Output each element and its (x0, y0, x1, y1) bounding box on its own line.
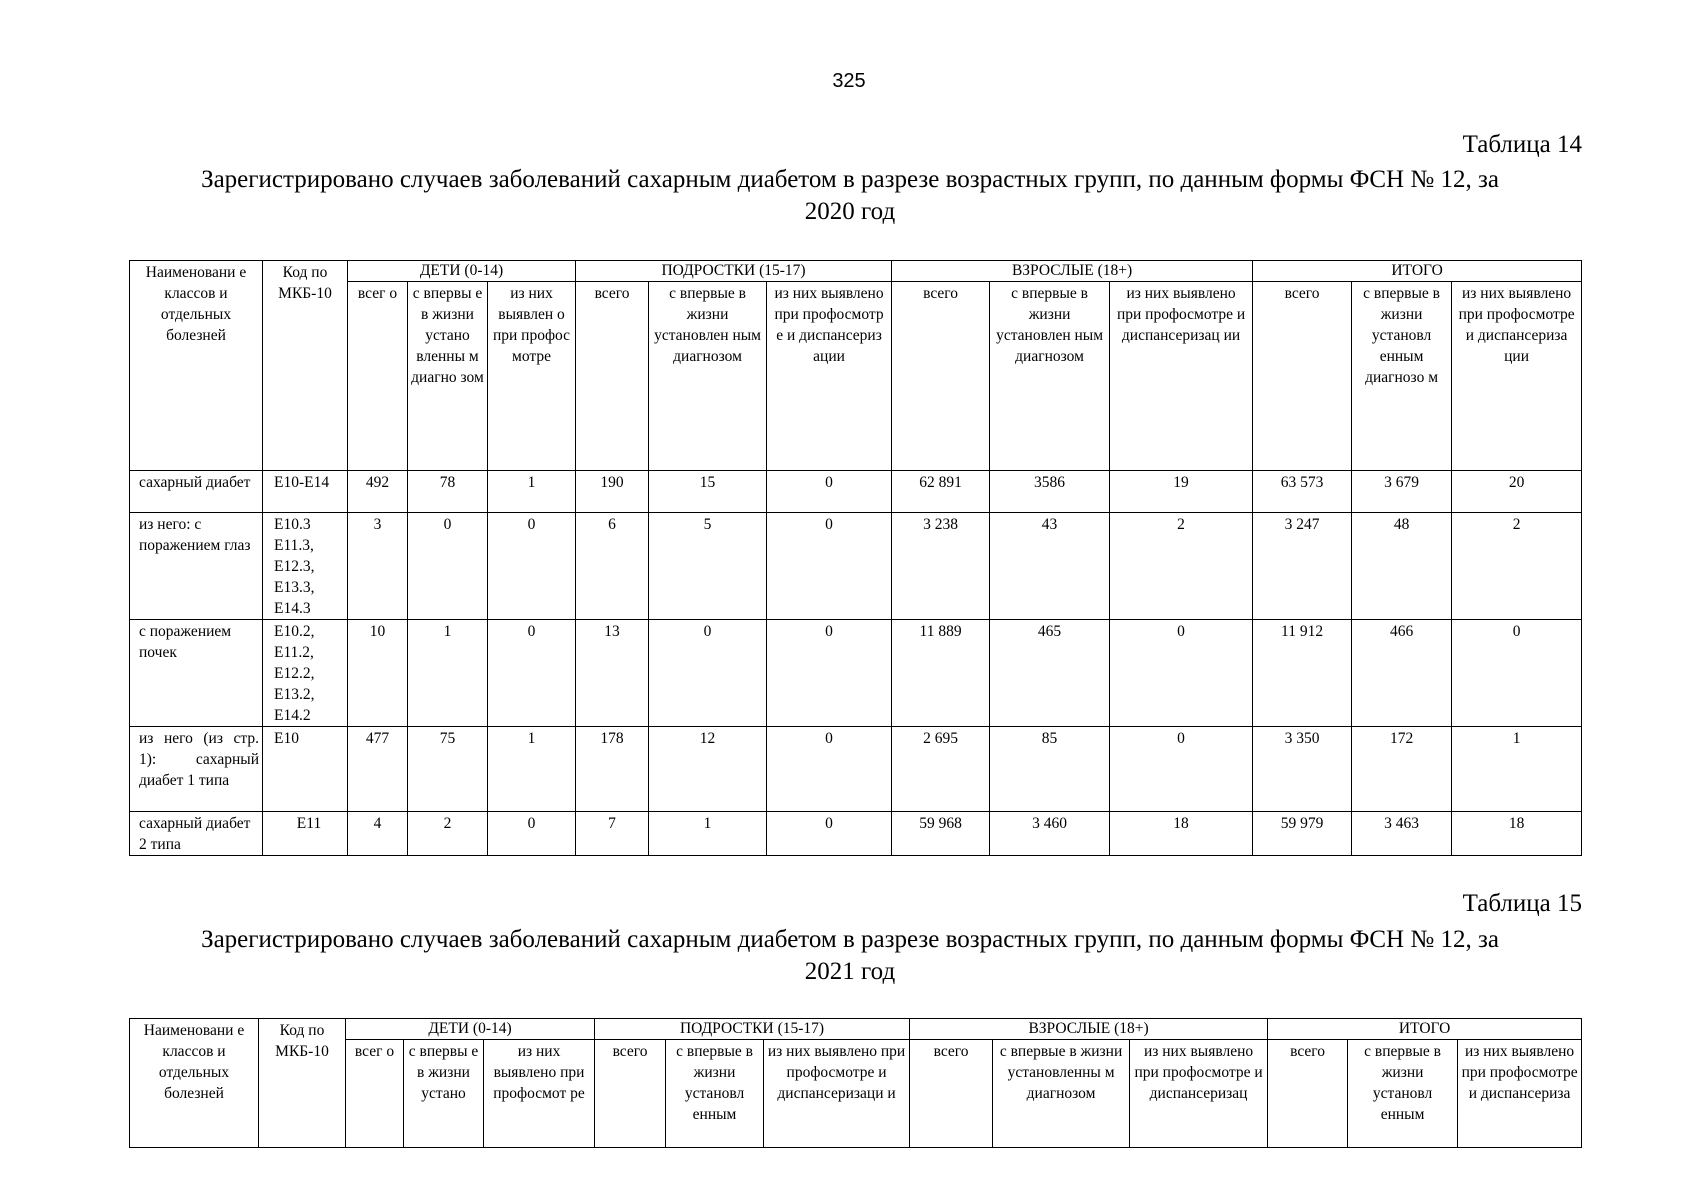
subheader: с впервые в жизни установлен ным диагнозом (990, 282, 1110, 471)
cell: 2 (408, 812, 488, 856)
cell: 3 (348, 513, 408, 620)
cell: 465 (990, 620, 1110, 727)
cell: 85 (990, 727, 1110, 812)
subheader: с впервы е в жизни устано вленны м диагно зом (408, 282, 488, 471)
table-15-title: Зарегистрировано случаев заболеваний сахарным диабетом в разрезе возрастных групп, по данным формы ФСН № 12, за 2021 год (201, 926, 1499, 985)
table-row (130, 620, 1582, 727)
subheader: всего (892, 282, 990, 471)
cell: 0 (649, 620, 767, 727)
cell: 1 (1452, 727, 1582, 812)
cell: 3 460 (990, 812, 1110, 856)
cell: 4 (348, 812, 408, 856)
subheader: всег о (348, 282, 408, 471)
subheader: из них выявлено при профосмотр е и диспансериз ации (767, 282, 892, 471)
subheader: всего (1268, 1040, 1348, 1148)
cell: 3 463 (1352, 812, 1452, 856)
cell: 59 979 (1253, 812, 1352, 856)
cell: 11 889 (892, 620, 990, 727)
cell: 62 891 (892, 471, 990, 513)
table-row (130, 513, 1582, 620)
cell: 0 (1452, 620, 1582, 727)
subheader: всего (595, 1040, 666, 1148)
cell: 15 (649, 471, 767, 513)
subheader: с впервые в жизни установл енным диагнозо м (1352, 282, 1452, 471)
cell: 59 968 (892, 812, 990, 856)
cell: 3586 (990, 471, 1110, 513)
cell: 0 (408, 513, 488, 620)
cell: 7 (576, 812, 649, 856)
subheader: из них выявлено при профосмотре и диспансериза (1458, 1040, 1582, 1148)
cell: 2 695 (892, 727, 990, 812)
row-code: E10 (263, 727, 348, 812)
table-15 (129, 1018, 1582, 1148)
subheader: из них выявлен о при профос мотре (488, 282, 576, 471)
subheader: с впервые в жизни установлен ным диагнозом (649, 282, 767, 471)
cell: 3 350 (1253, 727, 1352, 812)
cell: 1 (649, 812, 767, 856)
subheader: с впервые в жизни установленны м диагнозом (993, 1040, 1130, 1148)
table-14-label: Таблица 14 (1462, 131, 1582, 158)
cell: 477 (348, 727, 408, 812)
row-code: E10.2, E11.2, E12.2, E13.2, E14.2 (263, 620, 348, 727)
header-code: Код по МКБ-10 (263, 261, 348, 471)
row-code: E10.3 E11.3, E12.3, E13.3, E14.3 (263, 513, 348, 620)
cell: 0 (488, 513, 576, 620)
cell: 48 (1352, 513, 1452, 620)
cell: 18 (1110, 812, 1253, 856)
subheader: из них выявлено при профосмотре и диспансеризац (1130, 1040, 1268, 1148)
cell: 5 (649, 513, 767, 620)
row-name: с поражением почек (130, 620, 263, 727)
cell: 78 (408, 471, 488, 513)
table-row (130, 812, 1582, 856)
cell: 19 (1110, 471, 1253, 513)
cell: 75 (408, 727, 488, 812)
cell: 18 (1452, 812, 1582, 856)
cell: 13 (576, 620, 649, 727)
cell: 0 (1110, 620, 1253, 727)
cell: 1 (408, 620, 488, 727)
cell: 20 (1452, 471, 1582, 513)
row-code: E10-E14 (263, 471, 348, 513)
group-adults: ВЗРОСЛЫЕ (18+) (892, 261, 1253, 282)
cell: 10 (348, 620, 408, 727)
table-row (130, 471, 1582, 513)
subheader: из них выявлено при профосмот ре (484, 1040, 595, 1148)
group-total: ИТОГО (1268, 1019, 1582, 1040)
table-14 (129, 260, 1582, 856)
table-row (130, 727, 1582, 812)
cell: 1 (488, 471, 576, 513)
subheader: всего (910, 1040, 993, 1148)
header-name: Наименовани е классов и отдельных болезней (130, 261, 263, 471)
group-children: ДЕТИ (0-14) (348, 261, 576, 282)
cell: 0 (767, 513, 892, 620)
row-name: из него: с поражением глаз (130, 513, 263, 620)
subheader: с впервые в жизни установл енным (1348, 1040, 1458, 1148)
row-name: сахарный диабет (130, 471, 263, 513)
subheader: с впервы е в жизни устано (404, 1040, 484, 1148)
cell: 43 (990, 513, 1110, 620)
group-total: ИТОГО (1253, 261, 1582, 282)
subheader: из них выявлено при профосмотре и диспансериза ции (1452, 282, 1582, 471)
cell: 0 (1110, 727, 1253, 812)
cell: 3 679 (1352, 471, 1452, 513)
cell: 190 (576, 471, 649, 513)
page-number: 325 (832, 70, 866, 92)
subheader: всего (576, 282, 649, 471)
subheader: из них выявлено при профосмотре и диспансеризац ии (1110, 282, 1253, 471)
cell: 3 247 (1253, 513, 1352, 620)
cell: 12 (649, 727, 767, 812)
cell: 466 (1352, 620, 1452, 727)
cell: 0 (488, 812, 576, 856)
cell: 492 (348, 471, 408, 513)
subheader: всег о (346, 1040, 404, 1148)
cell: 0 (767, 620, 892, 727)
table-14-title: Зарегистрировано случаев заболеваний сахарным диабетом в разрезе возрастных групп, по данным формы ФСН № 12, за 2020 год (201, 166, 1499, 225)
subheader: из них выявлено при профосмотре и диспансеризаци и (764, 1040, 910, 1148)
cell: 1 (488, 727, 576, 812)
subheader: с впервые в жизни установл енным (666, 1040, 764, 1148)
cell: 0 (767, 471, 892, 513)
table-15-label: Таблица 15 (1462, 890, 1582, 917)
cell: 11 912 (1253, 620, 1352, 727)
group-adults: ВЗРОСЛЫЕ (18+) (910, 1019, 1268, 1040)
row-code: E11 (263, 812, 348, 856)
row-name: сахарный диабет 2 типа (130, 812, 263, 856)
cell: 3 238 (892, 513, 990, 620)
cell: 2 (1110, 513, 1253, 620)
cell: 178 (576, 727, 649, 812)
cell: 63 573 (1253, 471, 1352, 513)
cell: 172 (1352, 727, 1452, 812)
cell: 0 (488, 620, 576, 727)
subheader: всего (1253, 282, 1352, 471)
group-children: ДЕТИ (0-14) (346, 1019, 595, 1040)
cell: 0 (767, 727, 892, 812)
group-teens: ПОДРОСТКИ (15-17) (576, 261, 892, 282)
cell: 0 (767, 812, 892, 856)
group-teens: ПОДРОСТКИ (15-17) (595, 1019, 910, 1040)
header-name: Наименовани е классов и отдельных болезней (130, 1019, 259, 1148)
header-code: Код по МКБ-10 (259, 1019, 346, 1148)
cell: 2 (1452, 513, 1582, 620)
row-name: из него (из стр. 1): сахарный диабет 1 типа (130, 727, 263, 812)
cell: 6 (576, 513, 649, 620)
